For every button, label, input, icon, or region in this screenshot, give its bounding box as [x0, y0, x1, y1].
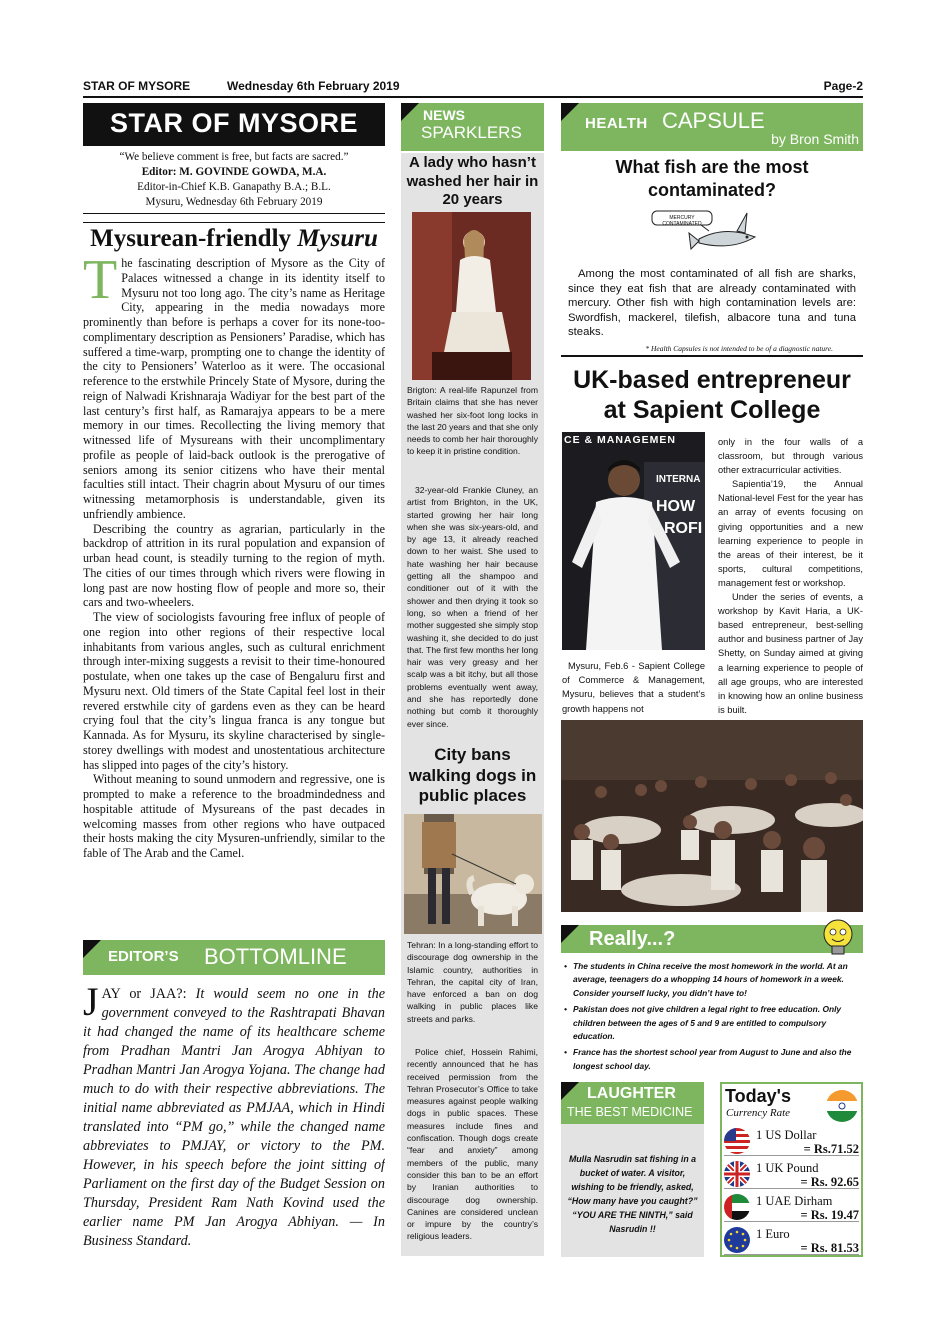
bottomline-dropcap: J [83, 985, 99, 1024]
health-disclaimer: * Health Capsules is not intended to be of a diagnostic nature. [645, 344, 833, 353]
story2-headline: City bans walking dogs in public places [408, 745, 537, 805]
currency-unit: 1 UAE Dirham [756, 1194, 833, 1208]
sparklers-label: SPARKLERS [421, 123, 522, 142]
header-date: Wednesday 6th February 2019 [227, 79, 400, 93]
speaker-illustration [562, 432, 705, 650]
currency-title: Today's [725, 1086, 791, 1106]
health-byline: by Bron Smith [771, 131, 859, 147]
sapient-paragraph-1: only in the four walls of a classroom, but through various other extracurricular activities. [718, 437, 863, 476]
banner-notch [401, 103, 419, 121]
photo-board-text-1: INTERNA [656, 474, 701, 485]
editor-line: Editor: M. GOVINDE GOWDA, M.A. [141, 166, 327, 178]
photo-board-text-3: ROFI [664, 520, 703, 537]
editorial-headline [83, 222, 385, 253]
sapient-paragraph-2: Sapientia’19, the Annual National-level Fest for the year has an array of events focusing on giving opportunities and a new learning experience to people in the areas of their interest, be it sports, cultural competitions, management fest or workshop. [718, 479, 863, 588]
rapunzel-photo [412, 212, 531, 380]
bottomline-label-bold: EDITOR’S [108, 948, 179, 965]
currency-row [724, 1192, 859, 1222]
bottomline-label-light: BOTTOMLINE [204, 944, 347, 969]
bottomline-banner [83, 940, 385, 975]
divider [561, 355, 863, 357]
editorial-body [83, 256, 385, 934]
motto: “We believe comment is free, but facts are sacred.” [119, 151, 349, 163]
really-label: Really...? [589, 928, 676, 950]
really-item: • Pakistan does not give children a legal right to free education. Only children between the ages of 5 and 9 are entitled to compulsory education. [564, 1003, 862, 1043]
currency-unit: 1 UK Pound [756, 1161, 819, 1175]
photo-board-text-2: HOW [656, 498, 696, 515]
uk-flag-icon [724, 1161, 750, 1187]
editorial-paragraph-2: Describing the country as agrarian, particularly in the backdrop of attrition in its rural population and expansion of urban head count, is steadily turning to the region of myth. The cities of our times through which rivers were flowing in long past are now hosting flow of people and more so, their cars and two-wheelers. [83, 521, 385, 610]
banner-notch [561, 925, 579, 943]
really-item: • The students in China receive the most homework in the world. At an average, teenagers do a whopping 14 hours of homework in a week. Consider yourself lucky, you didn’t have to! [564, 960, 862, 1000]
speaker-photo [562, 432, 705, 650]
story1-headline: A lady who hasn’t washed her hair in 20 years [401, 153, 544, 210]
laughter-label: LAUGHTER [587, 1085, 676, 1102]
dog-walking-photo [404, 814, 542, 934]
page-header [83, 78, 863, 98]
bottomline-intro: AY or JAA?: [101, 986, 187, 1002]
editorial-paragraph-1: he fascinating description of Mysore as the City of Palaces witnessed a change in its identity itself to Mysuru not too long ago. The city’s name as Heritage City, appearing in the media nowadays more prominently than before is perhaps a cover for its none-too-complimentary description as Pensioners’ Paradise, which has suffered a time-warp, prompting one to change the identity of the city to Pensioners’ Waterloo as it were. The occasional reference to the erstwhile Princely State of Mysore, during the reign of Nalwadi Krishnaraja Wadiyar for the best part of the last century’s first half, as Ramarajya appears to be a mere memory in our times. Recollecting the living memory that witnessed life of Mysureans with their uncomplimentary profile as people of laid-back outlook is the prerogative of seniors among its senior citizens who have their mental faculties still intact. Their chagrin about Mysuru of our times witnessing metamorphosis is understandable, given its unfriendly ambience. [83, 256, 385, 521]
headline-italic: Mysuru [297, 225, 378, 252]
photo-banner-text: CE & MANAGEMEN [564, 434, 677, 446]
story1-caption: Brigton: A real-life Rapunzel from Britain claims that she has never washed her six-foot long locks in the last 20 years and that she only needs to comb her hair thoroughly to keep it in pristine condition. [407, 385, 538, 457]
story2-body: Police chief, Hossein Rahimi, recently announced that he has received permission from the Tehran Prosecutor’s Office to take measures against people walking dogs in public spaces. These measures include fines and confiscation. Though dogs create “fear and anxiety” among members of the public, many consider this ban to be an effort by Iranian authorities to discourage dog ownership. Canines are considered unclean or impure by the country’s religious leaders. [407, 1047, 538, 1242]
news-sparklers-banner [401, 103, 544, 151]
sapient-body [718, 435, 863, 717]
headline-plain: Mysurean-friendly [90, 225, 298, 252]
uae-flag-icon [724, 1194, 750, 1220]
currency-unit: 1 Euro [756, 1227, 790, 1241]
health-body: Among the most contaminated of all fish are sharks, since they eat fish that are already contaminated with mercury. Other fish with high contamination levels are: Swordfish, mackerel, tilefish, albacore tuna and tuna steaks. [568, 268, 856, 339]
best-medicine-label: THE BEST MEDICINE [567, 1105, 693, 1119]
currency-unit: 1 US Dollar [756, 1128, 817, 1142]
really-list [564, 960, 862, 1076]
currency-rate: = Rs. 92.65 [800, 1175, 859, 1189]
header-page-number: Page-2 [823, 79, 863, 93]
health-capsule-banner [561, 103, 863, 151]
banner-notch [561, 1082, 579, 1100]
eu-flag-icon [724, 1227, 750, 1253]
audience-illustration [561, 720, 863, 912]
masthead-info [83, 150, 385, 214]
masthead-logo: STAR OF MYSORE [83, 103, 385, 146]
editorial-dropcap: T [83, 256, 118, 311]
cartoon-text: MERCURY CONTAMINATED [662, 215, 702, 227]
dog-walking-illustration [404, 814, 542, 934]
lightbulb-icon [816, 916, 860, 960]
health-headline: What fish are the most contaminated? [615, 157, 809, 200]
editorial-paragraph-4: Without meaning to sound unmodern and regressive, one is prompted to make a reference to the broadmindedness and hospitable attitude of Mysureans of the past decades in welcoming masses from other regions who have outpaced their hosts making the city Mysuren-unfriendly, similar to the fable of The Arab and the Camel. [83, 772, 385, 860]
health-label-bold: HEALTH [585, 115, 648, 132]
sapient-lead-text: Mysuru, Feb.6 - Sapient College of Commerce & Management, Mysuru, believes that a student’s growth happens not [562, 661, 705, 714]
health-label-light: CAPSULE [662, 108, 765, 133]
currency-rate: = Rs.71.52 [803, 1142, 859, 1156]
audience-photo [561, 720, 863, 912]
editorial-paragraph-3: The view of sociologists favouring free influx of people of one region into other regions of their respective local inhabitants from various angles, such as cultural enrichment through inter-mixing suggests a revisit to their time-honoured postulate, when one takes up the case of Bengaluru first and Mysuru next. Old timers of the State Capital feel lost in their revered erstwhile city of gardens even as they can be heard crying foul that the city’s lingua franca is any tongue but Kannada. As for Mysuru, its skyline characterised by single-storey dwellings with modest and unostentatious architecture has slipped into pages of the city’s history. [83, 610, 385, 772]
sapient-headline: UK-based entrepreneur at Sapient College [573, 366, 851, 424]
laughter-joke: Mulla Nasrudin sat fishing in a bucket of water. A visitor, wishing to be friendly, asked, “How many have you caught?” “YOU ARE THE NINTH,” said Nasrudin !! [567, 1154, 698, 1234]
story2-caption: Tehran: In a long-standing effort to discourage dog ownership in the Islamic country, authorities in Tehran, the capital city of Iran, have enforced a ban on dog walking in public places like streets and parks. [407, 940, 538, 1024]
story1-body: 32-year-old Frankie Cluney, an artist from Brighton, in the UK, started growing her hair long when she was six-years-old, and by age 13, it already reached down to her waist. She used to hate washing her hair because getting all the shampoo and conditioner out of it with the shower and then drying it took so long, so when a friend of her mother suggested she simply stop washing it, she decided to do just that. The first few months her long hair was very greasy and her scalp was a bit itchy, but all those problems eventually went away, and she has reportedly done nothing but comb it thoroughly ever since. [407, 485, 538, 729]
us-flag-icon [724, 1128, 750, 1154]
laughter-banner [561, 1082, 704, 1124]
news-label: NEWS [423, 107, 465, 123]
banner-notch [83, 940, 101, 958]
banner-notch [561, 103, 579, 121]
dateline: Mysuru, Wednesday 6th February 2019 [145, 196, 323, 208]
header-paper-name: STAR OF MYSORE [83, 79, 191, 93]
currency-subtitle: Currency Rate [726, 1107, 791, 1119]
currency-row [724, 1225, 859, 1255]
sapient-paragraph-3: Under the series of events, a workshop by Kavit Haria, a UK-based entrepreneur, best-selling author and business partner of Jay Shetty, on Sunday aimed at giving a learning experience to people of all age groups, who are interested in knowing how an online business is built. [718, 592, 863, 715]
really-item: • France has the shortest school year from August to June and also the longest school day. [564, 1046, 862, 1073]
currency-row [724, 1126, 859, 1156]
editor-in-chief-line: Editor-in-Chief K.B. Ganapathy B.A.; B.L. [137, 181, 331, 193]
currency-rate: = Rs. 19.47 [800, 1208, 859, 1222]
bottomline-text: It would seem no one in the government conveyed to the Rashtrapati Bhavan it had changed the name of its healthcare scheme from Pradhan Mantri Jan Arogya Abhiyan to Pradhan Mantri Jan Arogya Yojana. The change had much to do with their respective abbreviations. The initial name abbreviated as PMJAA, which in Hindi translated into “PM go,” while the changed name abbreviates to PMJAY, or victory to the PM. However, in his speech before the joint sitting of Parliament on the first day of the Budget Session on Thursday, President Ram Nath Kovind used the earlier name PM Jan Arogya Abhiyan. [83, 986, 385, 1230]
bottomline-body [83, 985, 385, 1265]
fish-cartoon [651, 207, 761, 259]
currency-row [724, 1159, 859, 1189]
rapunzel-illustration [412, 212, 531, 380]
bottomline-source: — In Business Standard. [83, 1214, 385, 1249]
currency-rate: = Rs. 81.53 [800, 1241, 859, 1255]
india-flag-icon [826, 1090, 858, 1122]
